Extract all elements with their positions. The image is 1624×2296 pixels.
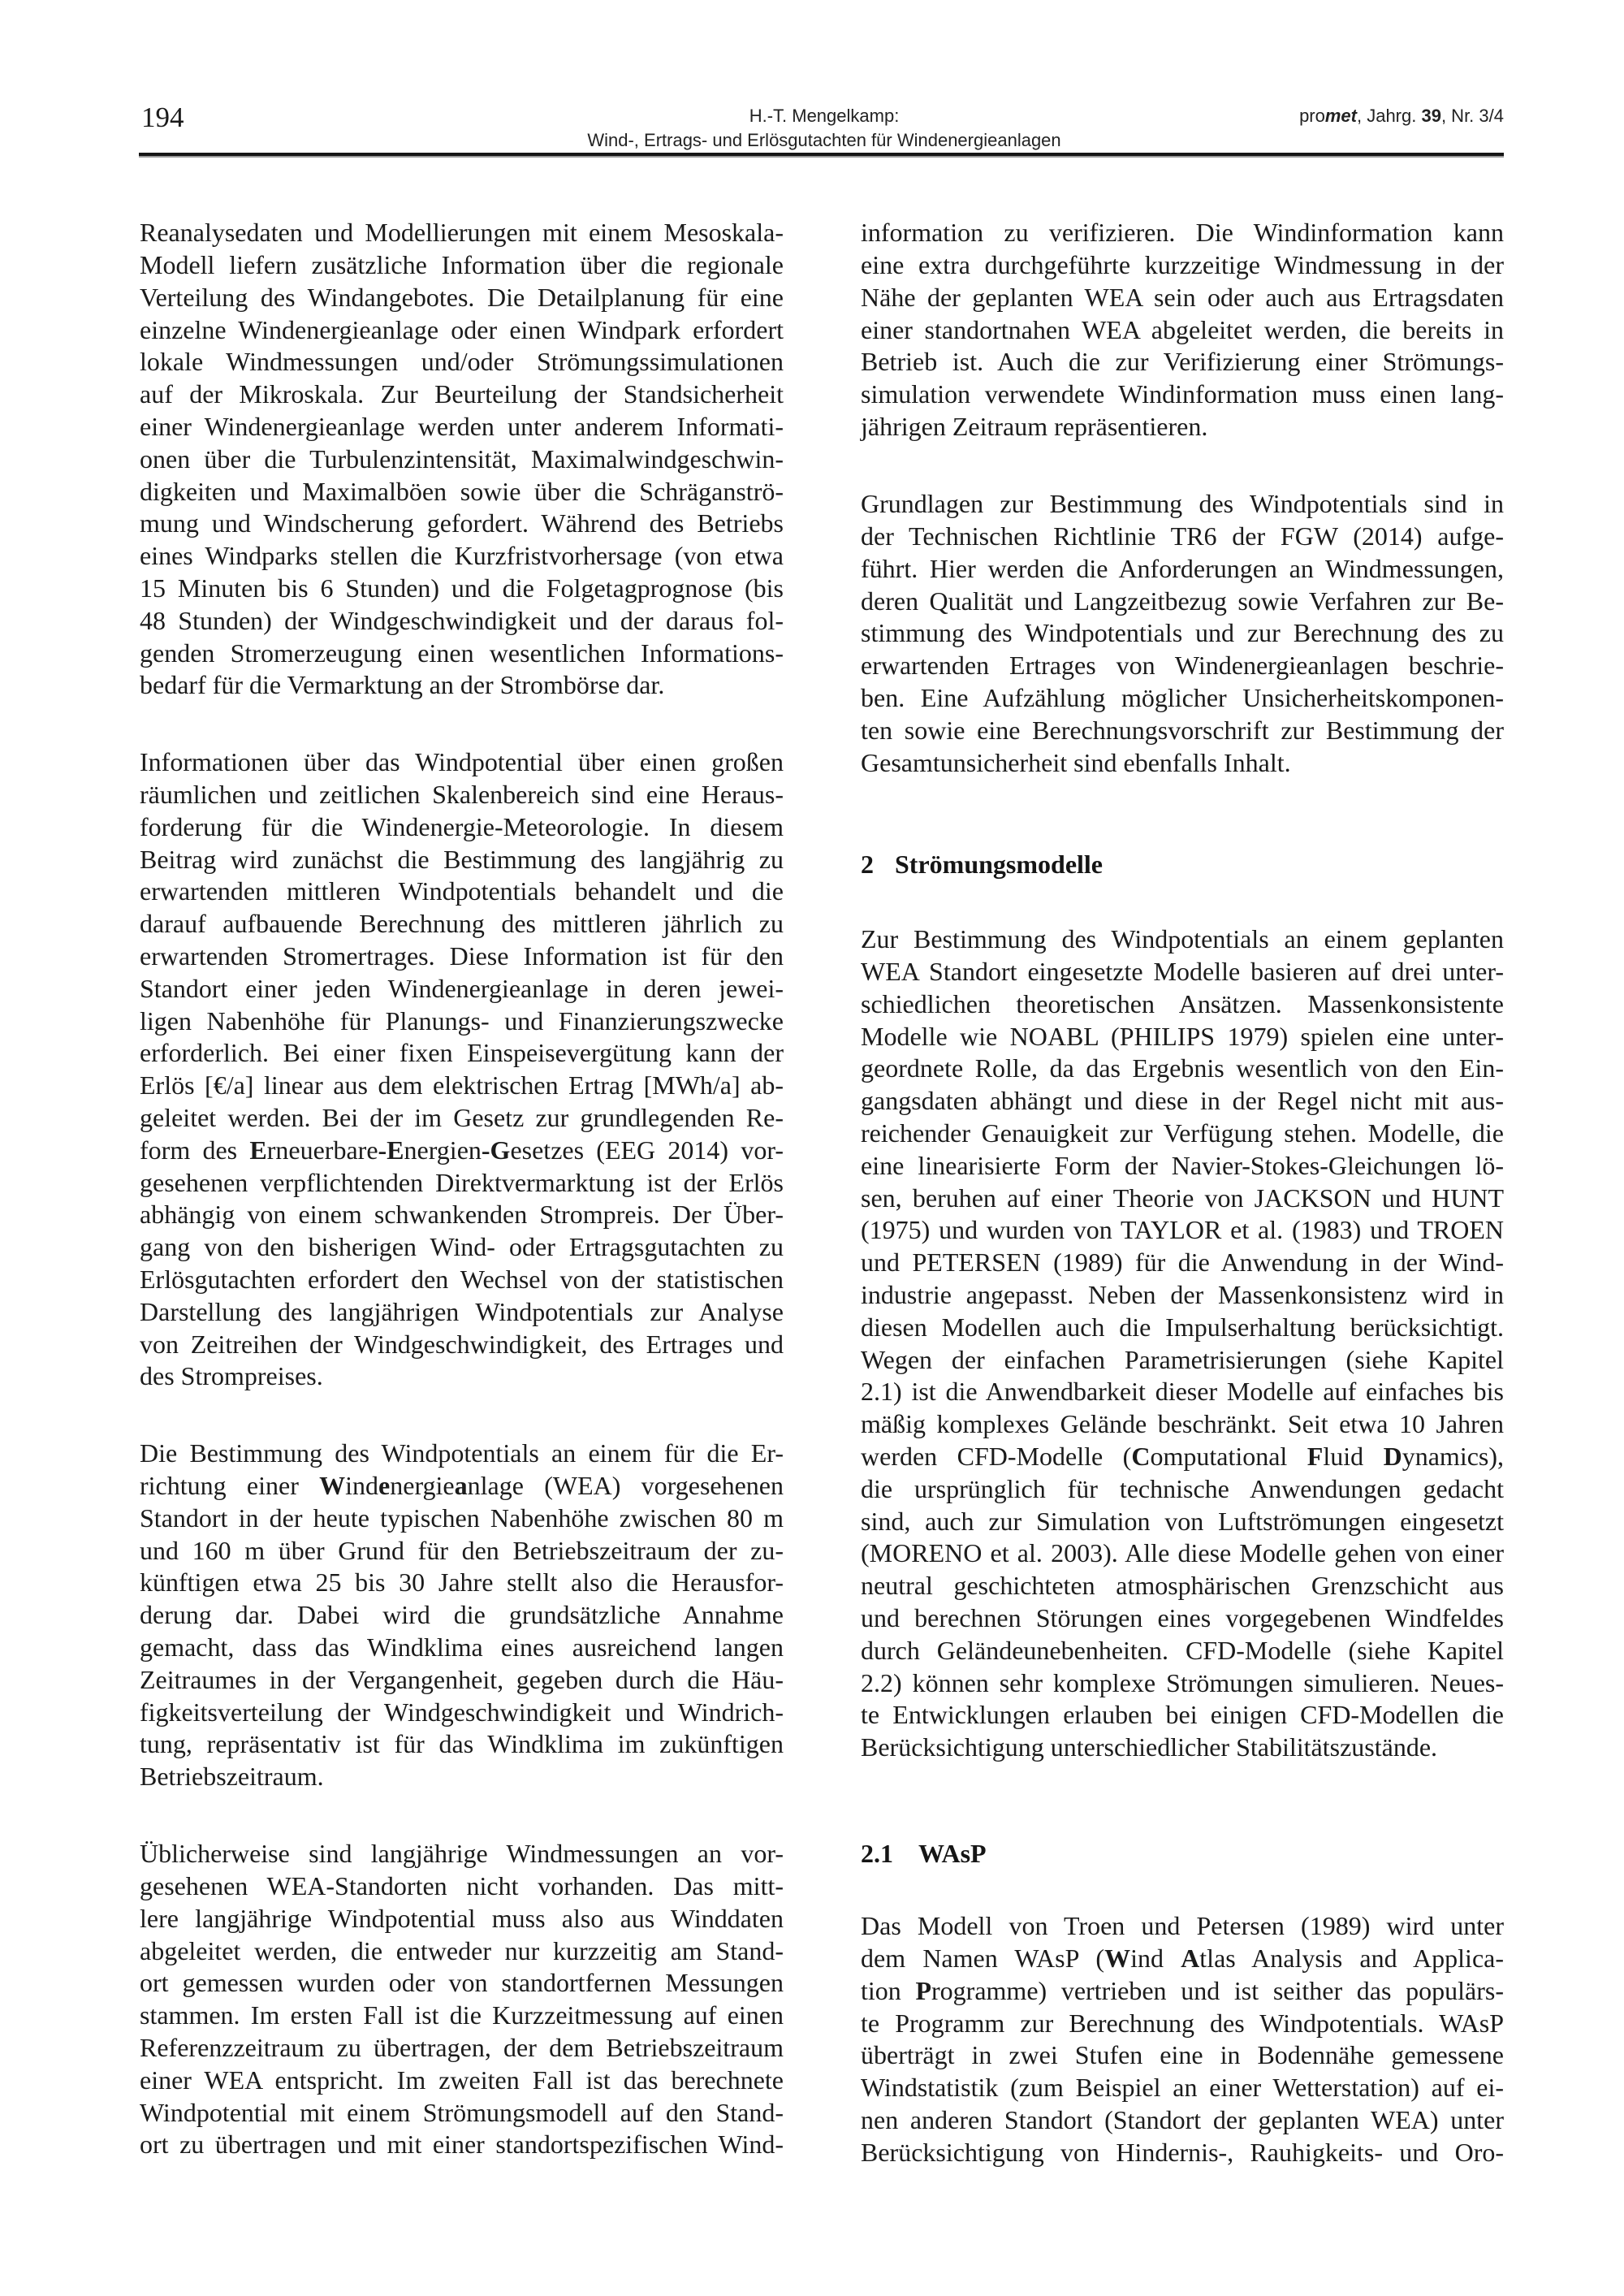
text-line: Standort einer jeden Windenergieanlage in deren jewei- (140, 973, 784, 1003)
journal-volume: 39 (1421, 106, 1441, 126)
text-line: darauf aufbauende Berechnung des mittleren jährlich zu (140, 909, 784, 939)
text-line: sind, auch zur Simulation von Luftströmungen eingesetzt (861, 1506, 1504, 1536)
text-line: tung, repräsentativ ist für das Windklima im zukünftigen (140, 1729, 784, 1759)
text-line: lokale Windmessungen und/oder Strömungssimulationen (140, 347, 784, 377)
text-line: Berücksichtigung von Hindernis-, Rauhigkeits- und Oro- (861, 2137, 1504, 2167)
text-line: ligen Nabenhöhe für Planungs- und Finanzierungszwecke (140, 1005, 784, 1036)
text-line: dem Namen WAsP (Wind Atlas Analysis and Applica- (861, 1944, 1504, 1973)
text-line: Wegen der einfachen Parametrisierungen (siehe Kapitel (861, 1344, 1504, 1374)
text-line: die ursprünglich für technische Anwendungen gedacht (861, 1473, 1504, 1503)
emphasized-initial: e (378, 1471, 391, 1500)
text-line: und 160 m über Grund für den Betriebszeitraum der zu- (140, 1535, 784, 1565)
text-line: Betrieb ist. Auch die zur Verifizierung einer Strömungs- (861, 347, 1504, 377)
running-head-author: H.-T. Mengelkamp: (749, 106, 900, 126)
text-line: ben. Eine Aufzählung möglicher Unsicherheitskomponen- (861, 683, 1504, 712)
text-line: Zur Bestimmung des Windpotentials an einem geplanten (861, 924, 1504, 954)
text-line: information zu verifizieren. Die Windinformation kann (861, 218, 1504, 248)
emphasized-initial: -E (378, 1135, 404, 1165)
text-line: Verteilung des Windangebotes. Die Detailplanung für eine (140, 282, 784, 312)
text-line: werden CFD-Modelle (Computational Fluid Dynamics), (861, 1442, 1505, 1471)
section-number: 2 (861, 850, 874, 880)
text-line: forderung für die Windenergie-Meteorologie. In diesem (140, 811, 784, 841)
text-line: führt. Hier werden die Anforderungen an Windmessungen, (861, 553, 1504, 583)
emphasized-initial: D (1383, 1442, 1402, 1471)
left-column (140, 0, 784, 2296)
text-line: (1975) und wurden von TAYLOR et al. (1983) und TROEN (861, 1215, 1504, 1245)
emphasized-initial: W (1104, 1944, 1131, 1973)
text-line: gang von den bisherigen Wind- oder Ertragsgutachten zu (140, 1232, 784, 1262)
text-line: 2.2) können sehr komplexe Strömungen simulieren. Neues- (861, 1667, 1504, 1697)
journal-name-emphasis: met (1324, 106, 1357, 126)
text-line: auf der Mikroskala. Zur Beurteilung der Standsicherheit (140, 379, 784, 409)
text-line: des Strompreises. (140, 1361, 323, 1391)
section-title: Strömungsmodelle (895, 850, 1103, 880)
text-line: (MORENO et al. 2003). Alle diese Modelle gehen von einer (861, 1538, 1504, 1568)
text-line: überträgt in zwei Stufen eine in Bodennähe gemessene (861, 2040, 1504, 2070)
text-line: eine extra durchgeführte kurzzeitige Windmessung in der (861, 250, 1504, 279)
text-line: eines Windparks stellen die Kurzfristvorhersage (von etwa (140, 541, 784, 571)
text-line: eine linearisierte Form der Navier-Stokes-Gleichungen lö- (861, 1150, 1504, 1180)
text-line: bedarf für die Vermarktung an der Strombörse dar. (140, 670, 665, 700)
text-line: schiedlichen theoretischen Ansätzen. Massenkonsistente (861, 988, 1504, 1018)
text-line: Darstellung des langjährigen Windpotentials zur Analyse (140, 1296, 784, 1326)
text-line: tion Programme) vertrieben und ist seither das populärs- (861, 1975, 1505, 2005)
text-line: mäßig komplexes Gelände beschränkt. Seit etwa 10 Jahren (861, 1409, 1504, 1439)
text-line: geleitet werden. Bei der im Gesetz zur grundlegenden Re- (140, 1103, 784, 1132)
emphasized-initial: -G (481, 1135, 511, 1165)
running-head-title: Wind-, Ertrags- und Erlösgutachten für Windenergieanlagen (587, 130, 1061, 150)
text-line: neutral geschichteten atmosphärischen Grenzschicht aus (861, 1571, 1504, 1601)
text-line: erwartenden Ertrages von Windenergieanlagen beschrie- (861, 651, 1504, 681)
text-line: Berücksichtigung unterschiedlicher Stabilitätszustände. (861, 1732, 1438, 1762)
text-line: einer WEA entspricht. Im zweiten Fall ist das berechnete (140, 2065, 784, 2095)
text-line: industrie angepasst. Neben der Massenkonsistenz wird in (861, 1280, 1504, 1309)
text-line: Reanalysedaten und Modellierungen mit einem Mesoskala- (140, 218, 784, 248)
text-line: richtung einer Windenergieanlage (WEA) vorgesehenen (140, 1471, 784, 1500)
text-line: Modelle wie NOABL (PHILIPS 1979) spielen eine unter- (861, 1021, 1504, 1051)
emphasized-initial: a (454, 1471, 468, 1500)
text-line: Gesamtunsicherheit sind ebenfalls Inhalt. (861, 747, 1291, 777)
text-line: reichender Genauigkeit zur Verfügung stehen. Modelle, die (861, 1118, 1504, 1148)
text-line: lere langjährige Windpotential muss also aus Winddaten (140, 1903, 784, 1933)
text-line: künftigen etwa 25 bis 30 Jahre stellt also die Herausfor- (140, 1567, 784, 1598)
text-line: Erlösgutachten erfordert den Wechsel von der statistischen (140, 1265, 784, 1294)
text-line: und berechnen Störungen eines vorgegebenen Windfeldes (861, 1603, 1504, 1632)
text-line: durch Geländeunebenheiten. CFD-Modelle (siehe Kapitel (861, 1635, 1504, 1665)
text-line: einer Windenergieanlage werden unter anderem Informati- (140, 412, 784, 441)
emphasized-initial: P (915, 1975, 932, 2005)
text-line: gesehenen verpflichtenden Direktvermarktung ist der Erlös (140, 1167, 784, 1197)
text-line: Zeitraumes in der Vergangenheit, gegeben durch die Häu- (140, 1664, 784, 1694)
text-line: onen über die Turbulenzintensität, Maximalwindgeschwin- (140, 443, 784, 473)
text-line: mung und Windscherung gefordert. Während des Betriebs (140, 508, 784, 538)
text-line: einzelne Windenergieanlage oder einen Windpark erfordert (140, 314, 784, 344)
journal-name-prefix: pro (1299, 106, 1325, 126)
emphasized-initial: F (1307, 1442, 1324, 1471)
emphasized-initial: A (1181, 1944, 1200, 1973)
text-line: te Entwicklungen erlauben bei einigen CFD-Modellen die (861, 1700, 1504, 1730)
text-line: diesen Modellen auch die Impulserhaltung berücksichtigt. (861, 1312, 1504, 1342)
text-line: räumlichen und zeitlichen Skalenbereich sind eine Heraus- (140, 780, 784, 809)
text-line: jährigen Zeitraum repräsentieren. (861, 412, 1208, 441)
text-line: Betriebszeitraum. (140, 1762, 324, 1792)
text-line: ort zu übertragen und mit einer standortspezifischen Wind- (140, 2130, 784, 2160)
text-line: Modell liefern zusätzliche Information über die regionale (140, 250, 784, 279)
text-line: stammen. Im ersten Fall ist die Kurzzeitmessung auf einen (140, 2000, 784, 2030)
text-line: 48 Stunden) der Windgeschwindigkeit und der daraus fol- (140, 605, 784, 635)
text-line: figkeitsverteilung der Windgeschwindigkeit und Windrich- (140, 1697, 784, 1727)
text-line: Die Bestimmung des Windpotentials an einem für die Er- (140, 1438, 784, 1468)
text-line: gesehenen WEA-Standorten nicht vorhanden. Das mitt- (140, 1871, 784, 1900)
section-heading (861, 850, 1103, 880)
text-line: te Programm zur Berechnung des Windpotentials. WAsP (861, 2008, 1504, 2038)
section-title: WAsP (918, 1839, 987, 1869)
text-line: der Technischen Richtlinie TR6 der FGW (2014) aufge- (861, 521, 1504, 551)
journal-issue: 3/4 (1479, 106, 1504, 126)
text-line: nen anderen Standort (Standort der geplanten WEA) unter (861, 2105, 1504, 2134)
text-line: abhängig von einem schwankenden Strompreis. Der Über- (140, 1200, 784, 1230)
text-line: einer standortnahen WEA abgeleitet werden, die bereits in (861, 314, 1504, 344)
text-line: genden Stromerzeugung einen wesentlichen Informations- (140, 638, 784, 668)
emphasized-initial: C (1131, 1442, 1151, 1471)
journal-separator-issue: , Nr. (1440, 106, 1479, 126)
text-line: derung dar. Dabei wird die grundsätzliche Annahme (140, 1600, 784, 1630)
text-line: Standort in der heute typischen Nabenhöhe zwischen 80 m (140, 1503, 784, 1533)
text-line: simulation verwendete Windinformation muss einen lang- (861, 379, 1504, 409)
text-line: Referenzzeitraum zu übertragen, der dem Betriebszeitraum (140, 2033, 784, 2062)
text-line: ort gemessen wurden oder von standortfernen Messungen (140, 1968, 784, 1998)
right-column (861, 0, 1504, 2296)
text-line: Windpotential mit einem Strömungsmodell auf den Stand- (140, 2097, 784, 2127)
text-line: erwartenden Stromertrages. Diese Information ist für den (140, 941, 784, 971)
text-line: 15 Minuten bis 6 Stunden) und die Folgetagprognose (bis (140, 573, 784, 603)
text-line: 2.1) ist die Anwendbarkeit dieser Modelle auf einfaches bis (861, 1377, 1504, 1407)
text-line: Informationen über das Windpotential über einen großen (140, 747, 784, 777)
text-line: deren Qualität und Langzeitbezug sowie Verfahren zur Be- (861, 586, 1504, 616)
text-line: stimmung des Windpotentials und zur Berechnung des zu (861, 618, 1504, 648)
text-line: sen, beruhen auf einer Theorie von JACKSON und HUNT (861, 1183, 1504, 1213)
text-line: gangsdaten abhängt und diese in der Regel nicht mit aus- (861, 1086, 1504, 1116)
text-line: Das Modell von Troen und Petersen (1989) wird unter (861, 1911, 1504, 1941)
journal-separator-volume: , Jahrg. (1356, 106, 1422, 126)
section-heading (861, 1839, 987, 1869)
text-line: form des Erneuerbare-Energien-Gesetzes (EEG 2014) vor- (140, 1135, 784, 1165)
text-line: WEA Standort eingesetzte Modelle basieren auf drei unter- (861, 957, 1504, 986)
text-line: gemacht, dass das Windklima eines ausreichend langen (140, 1632, 784, 1662)
text-line: Nähe der geplanten WEA sein oder auch aus Ertragsdaten (861, 282, 1504, 312)
text-line: erwartenden mittleren Windpotentials behandelt und die (140, 876, 784, 906)
text-line: und PETERSEN (1989) für die Anwendung in der Wind- (861, 1247, 1504, 1278)
text-line: Üblicherweise sind langjährige Windmessungen an vor- (140, 1839, 784, 1869)
text-line: Windstatistik (zum Beispiel an einer Wetterstation) auf ei- (861, 2073, 1504, 2103)
text-line: ten sowie eine Berechnungsvorschrift zur Bestimmung der (861, 715, 1504, 745)
text-line: von Zeitreihen der Windgeschwindigkeit, des Ertrages und (140, 1329, 784, 1359)
text-line: Grundlagen zur Bestimmung des Windpotentials sind in (861, 489, 1504, 519)
text-line: erforderlich. Bei einer fixen Einspeisevergütung kann der (140, 1038, 784, 1068)
text-line: Beitrag wird zunächst die Bestimmung des langjährig zu (140, 844, 784, 874)
text-line: abgeleitet werden, die entweder nur kurzzeitig am Stand- (140, 1935, 784, 1965)
text-line: digkeiten und Maximalböen sowie über die Schräganströ- (140, 476, 784, 506)
text-line: geordnete Rolle, da das Ergebnis wesentlich von den Ein- (861, 1053, 1504, 1083)
page-number: 194 (141, 102, 184, 133)
text-line: Erlös [€/a] linear aus dem elektrischen Ertrag [MWh/a] ab- (140, 1070, 784, 1100)
emphasized-initial: E (249, 1135, 267, 1165)
emphasized-initial: W (319, 1471, 346, 1500)
section-number: 2.1 (861, 1839, 893, 1869)
